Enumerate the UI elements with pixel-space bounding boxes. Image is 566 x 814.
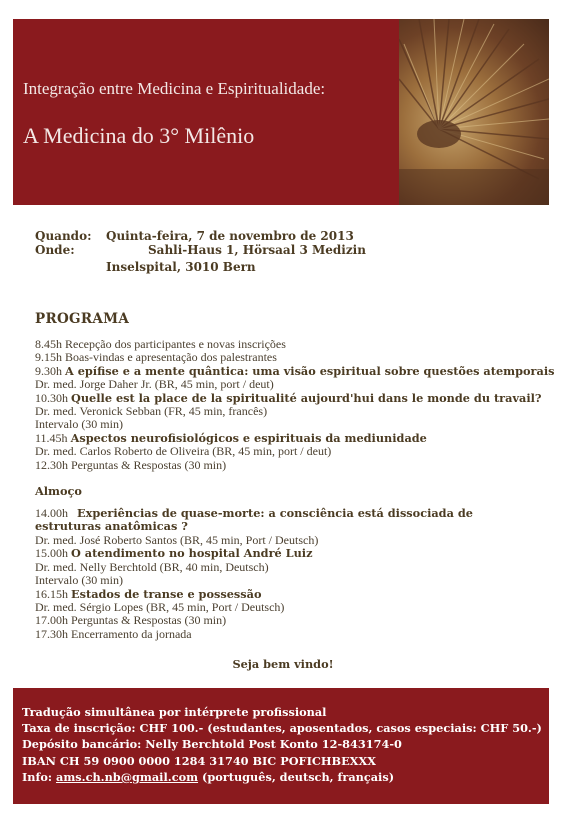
registration-fee: Taxa de inscrição: CHF 100.- (estudantes, aposentados, casos especiais: CHF 50.-) xyxy=(22,721,542,736)
program-item xyxy=(35,588,555,601)
when-value: Quinta-feira, 7 de novembro de 2013 xyxy=(106,229,354,243)
program-time: 11.45h xyxy=(35,430,68,445)
footer-banner xyxy=(13,688,549,804)
talk-title: Aspectos neurofisiológicos e espirituais da mediunidade xyxy=(70,430,427,445)
program-item xyxy=(35,418,555,431)
program-list xyxy=(35,338,555,641)
program-item xyxy=(35,614,555,627)
program-item xyxy=(35,507,540,534)
shell-fossil-image xyxy=(399,19,549,205)
program-title: PROGRAMA xyxy=(35,311,130,327)
where-line2: Inselspital, 3010 Bern xyxy=(106,260,256,274)
program-text: Dr. med. Nelly Berchtold (BR, 40 min, Deutsch) xyxy=(35,559,269,574)
program-time: 17.00h xyxy=(35,613,68,628)
welcome-message: Seja bem vindo! xyxy=(232,657,334,671)
where-label: Onde: xyxy=(35,243,75,257)
program-time: 16.15h xyxy=(35,586,68,601)
program-time: 9.15h xyxy=(35,350,62,365)
iban: IBAN CH 59 0900 0000 1284 31740 BIC POFICHBEXXX xyxy=(22,753,376,768)
program-text: Intervalo (30 min) xyxy=(35,573,123,588)
program-time: 9.30h xyxy=(35,363,62,378)
program-item xyxy=(35,432,555,445)
program-text: Dr. med. Veronick Sebban (FR, 45 min, francês) xyxy=(35,404,268,419)
program-time: 10.30h xyxy=(35,390,68,405)
talk-title: Experiências de quase-morte: a consciência está dissociada de estruturas anatômicas ? xyxy=(35,506,473,534)
talk-title: A epífise e a mente quântica: uma visão espiritual sobre questões atemporais xyxy=(65,363,555,378)
when-label: Quando: xyxy=(35,229,92,243)
header-banner xyxy=(13,19,549,205)
bank-deposit: Depósito bancário: Nelly Berchtold Post Konto 12-843174-0 xyxy=(22,737,402,752)
program-item xyxy=(35,351,555,364)
program-text: Dr. med. José Roberto Santos (BR, 45 min, Port / Deutsch) xyxy=(35,532,319,547)
program-text: Dr. med. Jorge Daher Jr. (BR, 45 min, port / deut) xyxy=(35,377,274,392)
program-item xyxy=(35,601,555,614)
event-subtitle: Integração entre Medicina e Espiritualidade: xyxy=(23,79,326,98)
program-text: Intervalo (30 min) xyxy=(35,417,123,432)
program-text: Encerramento da jornada xyxy=(71,626,192,641)
program-time: 14.00h xyxy=(35,506,68,521)
email-link[interactable]: ams.ch.nb@gmail.com xyxy=(56,769,199,784)
program-time: 8.45h xyxy=(35,337,62,351)
program-time: 15.00h xyxy=(35,546,68,561)
program-item xyxy=(35,378,555,391)
program-text: Perguntas & Respostas (30 min) xyxy=(71,457,227,472)
program-time: 17.30h xyxy=(35,626,68,641)
info-line xyxy=(22,769,542,785)
program-item xyxy=(35,392,555,405)
talk-title: Quelle est la place de la spiritualité aujourd'hui dans le monde du travail? xyxy=(71,390,542,405)
program-item xyxy=(35,574,555,587)
program-item xyxy=(35,445,555,458)
talk-title: O atendimento no hospital André Luiz xyxy=(71,546,313,561)
lunch-break: Almoço xyxy=(35,484,82,499)
program-text: Dr. med. Carlos Roberto de Oliveira (BR, 45 min, port / deut) xyxy=(35,444,332,459)
program-item xyxy=(35,547,555,560)
talk-title: Estados de transe e possessão xyxy=(71,586,262,601)
program-item xyxy=(35,561,555,574)
program-item xyxy=(35,365,555,378)
program-text: Recepção dos participantes e novas inscrições xyxy=(65,337,286,351)
translation-note: Tradução simultânea por intérprete profissional xyxy=(22,705,327,719)
program-item xyxy=(35,628,555,641)
where-line1: Sahli-Haus 1, Hörsaal 3 Medizin xyxy=(148,243,366,257)
program-text: Dr. med. Sérgio Lopes (BR, 45 min, Port / Deutsch) xyxy=(35,599,285,614)
morning-session xyxy=(35,338,555,472)
program-time: 12.30h xyxy=(35,457,68,472)
program-item xyxy=(35,534,555,547)
info-languages: (português, deutsch, français) xyxy=(198,769,395,784)
info-label: Info: xyxy=(22,769,56,784)
program-item xyxy=(35,338,555,351)
program-text: Boas-vindas e apresentação dos palestrantes xyxy=(65,350,277,365)
program-item xyxy=(35,459,555,472)
program-item xyxy=(35,405,555,418)
program-text: Perguntas & Respostas (30 min) xyxy=(71,613,227,628)
event-title: A Medicina do 3° Milênio xyxy=(23,123,255,148)
afternoon-session xyxy=(35,507,555,641)
